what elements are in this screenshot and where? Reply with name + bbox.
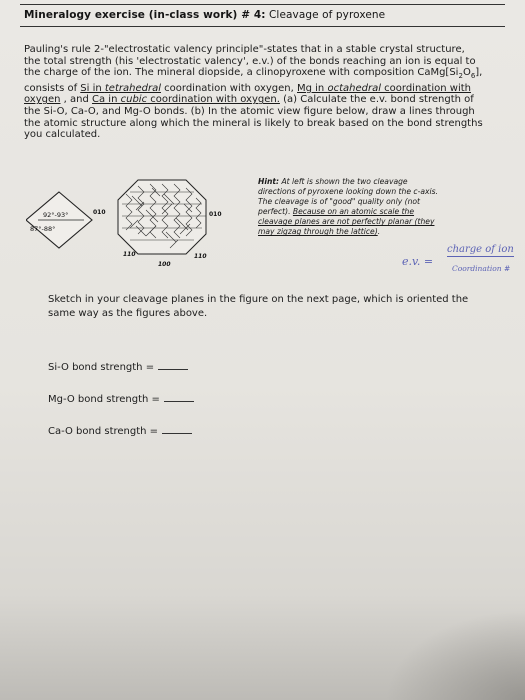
ca-coord-rest: coordination with oxygen. xyxy=(147,94,280,106)
hint-label: Hint: xyxy=(258,177,280,186)
ca-o-bond-line xyxy=(48,424,192,437)
title-bold: Mineralogy exercise (in-class work) # 4: xyxy=(24,9,266,21)
instructions-paragraph xyxy=(24,44,484,141)
mg-coord-rest: coordination with oxygen xyxy=(24,82,471,106)
label-110-left: 110 xyxy=(123,251,136,258)
mg-coord-type: octahedral xyxy=(327,82,381,94)
handwritten-numerator: charge of ion xyxy=(447,244,514,255)
ca-coord-type: cubic xyxy=(120,94,148,106)
intro-text-1: Pauling's rule 2-"electrostatic valency principle"-states that in a stable crystal structure, the total strength (his 'electrostatic valency', e.v.) of the bonds reaching an ion is equal to the charge of the ion. The mineral diopside, a clinopyroxene with composition CaMg[Si xyxy=(24,44,476,79)
mg-label: Mg in xyxy=(297,82,328,94)
ca-coordination xyxy=(92,94,280,105)
pyroxene-cleavage-figure xyxy=(26,174,256,274)
sketch-instructions: Sketch in your cleavage planes in the figure on the next page, which is oriented the same way as the figures above. xyxy=(48,294,469,319)
label-110-right: 110 xyxy=(194,253,207,260)
page-shadow xyxy=(385,610,525,700)
mg-o-answer-blank[interactable] xyxy=(164,392,194,402)
hint-body: At left is shown the two cleavage directions of pyroxene looking down the c-axis. The cleavage is of "good" quality only (not perfect). xyxy=(258,177,438,217)
intro-text-4: coordination with oxygen, xyxy=(160,82,297,94)
ca-o-answer-blank[interactable] xyxy=(162,424,192,434)
si-label: Si in xyxy=(80,82,105,94)
si-coord-type: tetrahedral xyxy=(104,82,161,94)
si-o-bond-label: Si-O bond strength = xyxy=(48,362,155,373)
mg-o-bond-label: Mg-O bond strength = xyxy=(48,394,160,405)
ca-o-bond-label: Ca-O bond strength = xyxy=(48,426,159,437)
angle-label-2: 87°-88° xyxy=(30,225,56,233)
si-o-answer-blank[interactable] xyxy=(158,360,188,370)
si-o-bond-line xyxy=(48,360,188,373)
page-title xyxy=(24,9,385,21)
label-010-left: 010 xyxy=(93,209,106,216)
si-coordination xyxy=(80,83,161,94)
hint-underlined: Because on an atomic scale the cleavage planes are not perfectly planar (they may zigzag through the lattice) xyxy=(258,207,435,237)
intro-text-6: (a) Calculate the e.v. bond strength of the Si-O, Ca-O, and Mg-O bonds. (b) In the atomic view figure below, draw a lines through the atomic structure along which the mineral is likely to break based on the bond strengths you calculated. xyxy=(24,94,483,141)
intro-sub-1: 2 xyxy=(458,72,463,81)
hint-end: . xyxy=(377,227,381,237)
handwritten-ev: e.v. = xyxy=(402,255,434,268)
intro-text-2: O xyxy=(462,67,471,79)
ca-label: Ca in xyxy=(92,94,121,106)
handwritten-denominator: Coordination # xyxy=(452,264,511,273)
crystal-outline xyxy=(118,180,206,254)
intro-text-5: , and xyxy=(60,94,93,106)
cleavage-diagram xyxy=(26,174,256,274)
hint-text xyxy=(258,177,443,238)
intro-text-3: ], consists of xyxy=(24,67,483,94)
title-rest: Cleavage of pyroxene xyxy=(265,9,386,21)
mg-o-bond-line xyxy=(48,392,194,405)
intro-sub-2: 6 xyxy=(470,72,476,81)
angle-label-1: 92°-93° xyxy=(43,211,69,219)
label-100: 100 xyxy=(158,261,171,268)
header-bottom-rule xyxy=(20,26,505,27)
header-top-rule xyxy=(20,4,505,5)
label-010-right: 010 xyxy=(209,211,222,218)
